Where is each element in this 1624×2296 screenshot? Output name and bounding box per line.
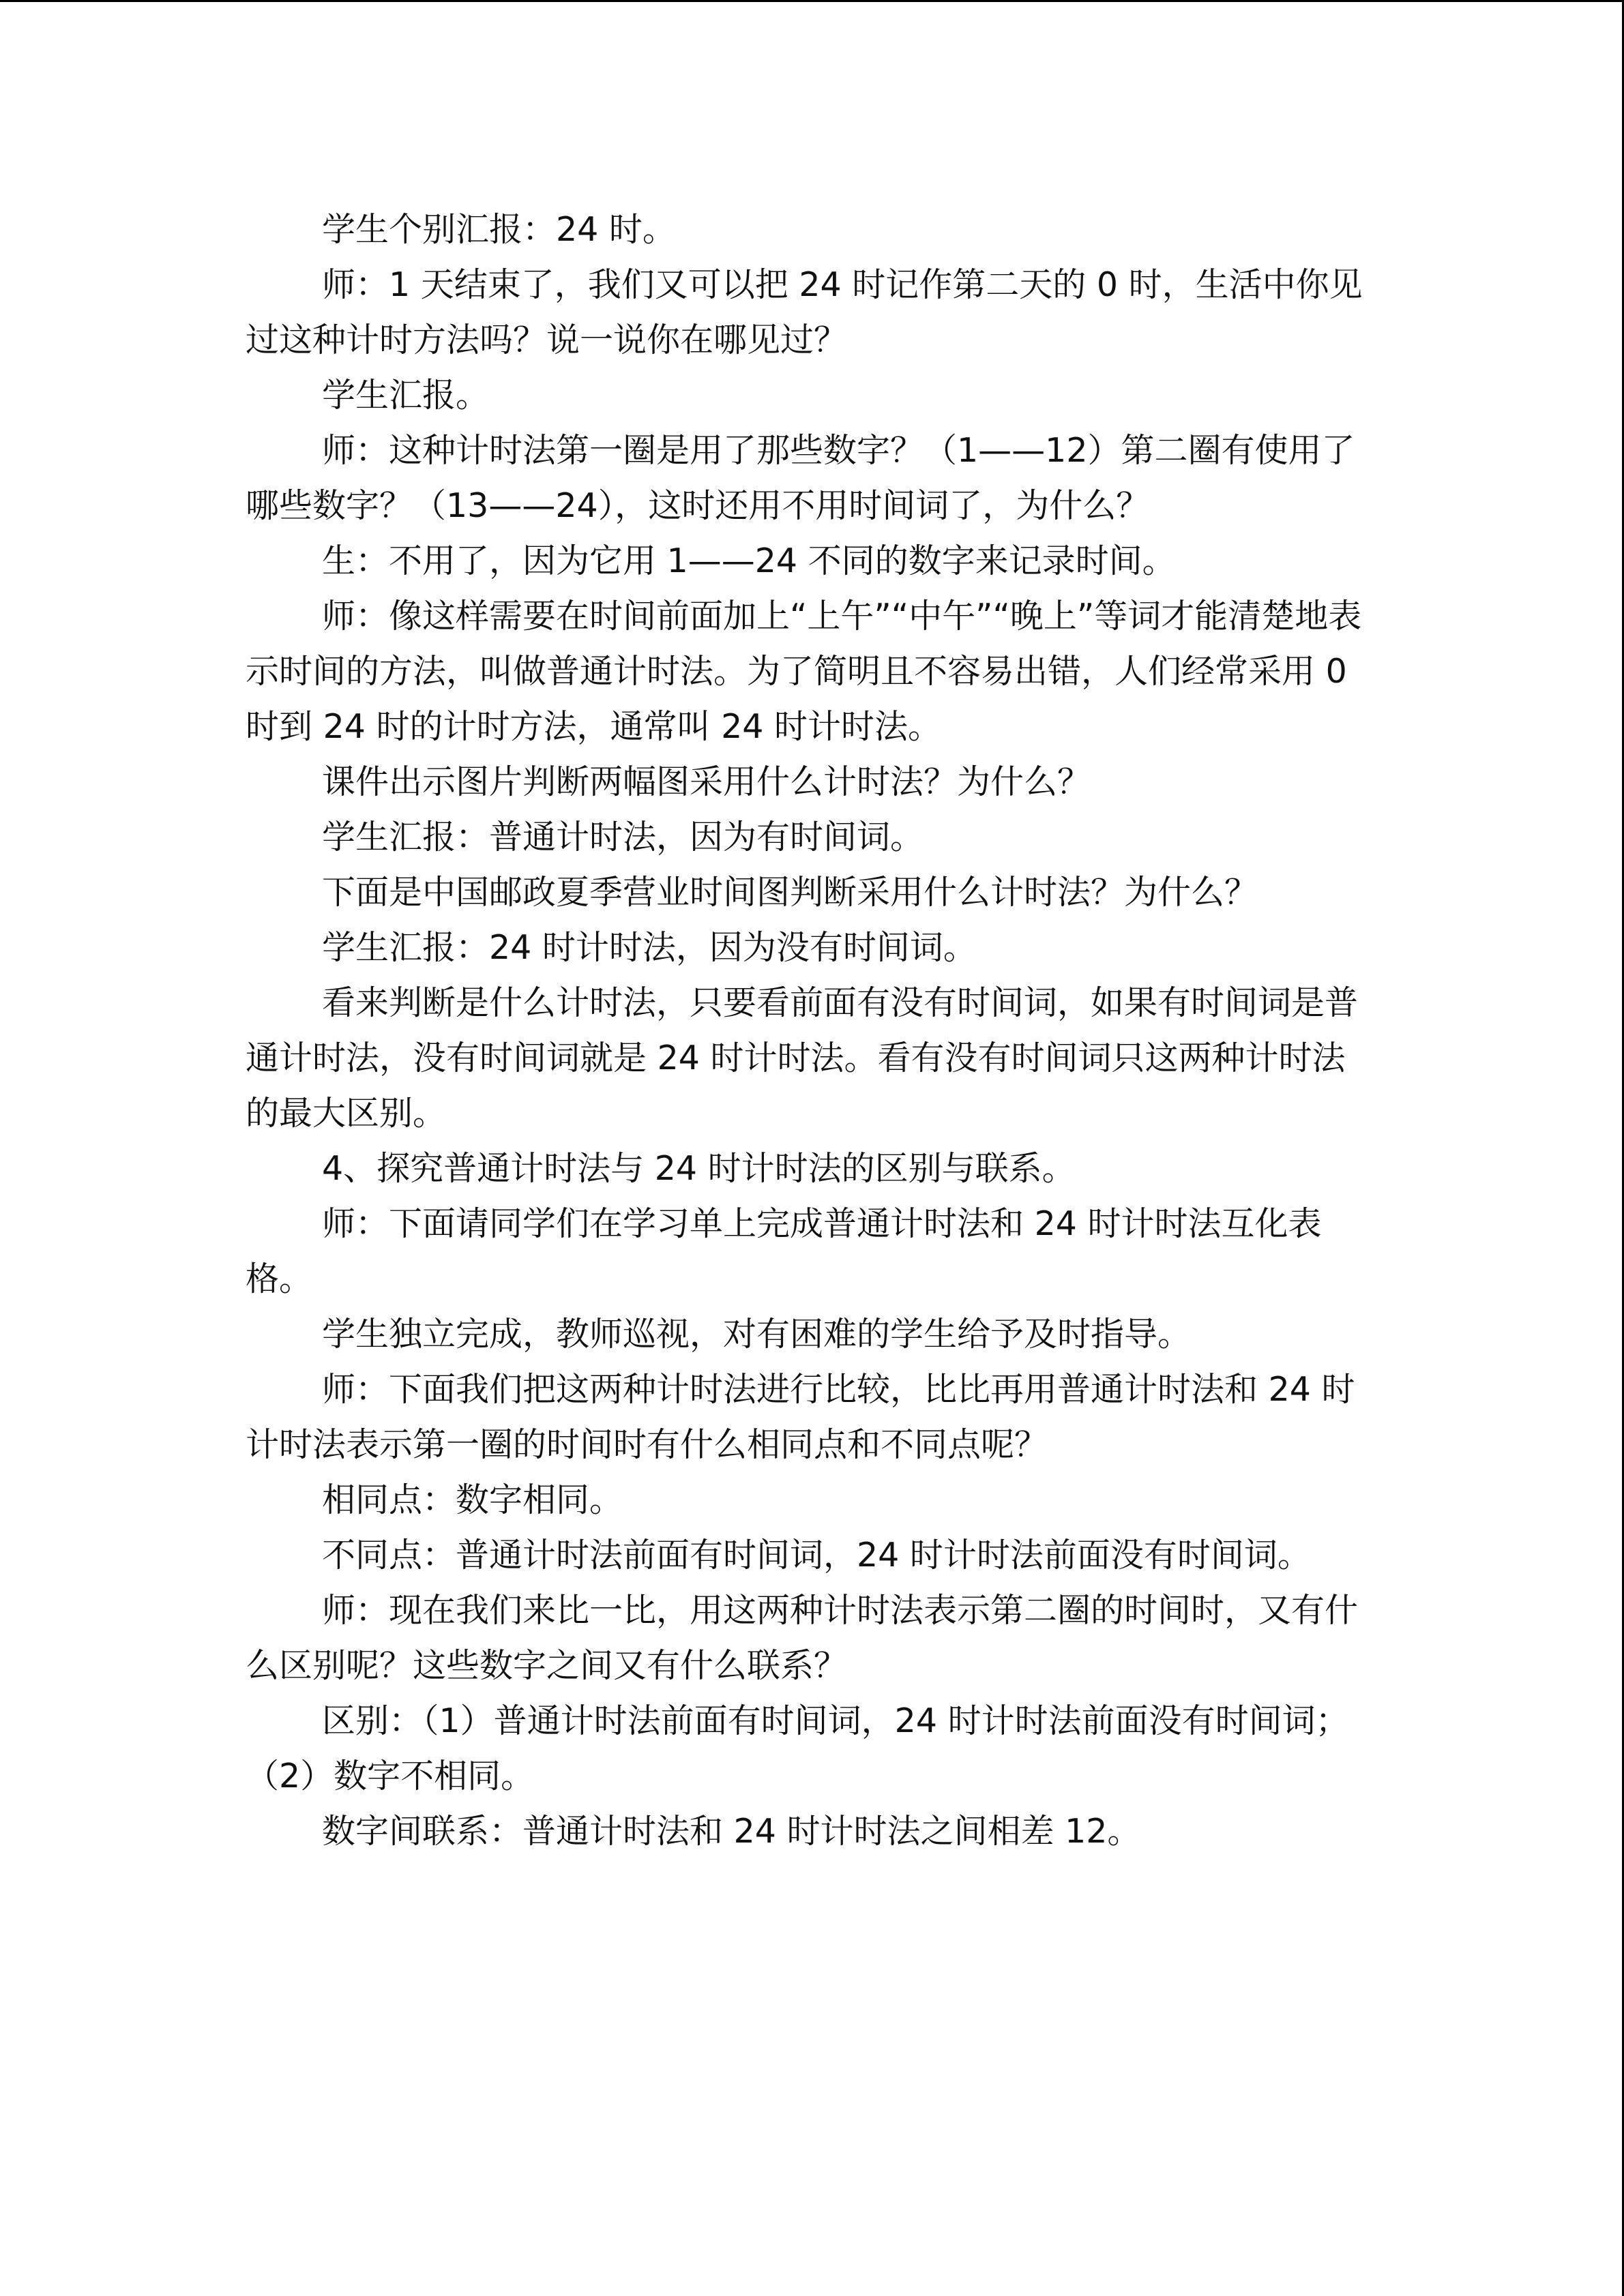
paragraph: 不同点：普通计时法前面有时间词，24 时计时法前面没有时间词。 — [322, 1536, 1311, 1575]
paragraph: 师：下面请同学们在学习单上完成普通计时法和 24 时计时法互化表格。 — [246, 1204, 1322, 1298]
paragraph: 师：像这样需要在时间前面加上“上午”“中午”“晚上”等词才能清楚地表示时间的方法，叫做普通计时法。为了简明且不容易出错，人们经常采用 0 时到 24 时的计时方法，通常叫 24 时计时法。 — [246, 597, 1362, 746]
paragraph: 学生汇报：普通计时法，因为有时间词。 — [322, 818, 924, 856]
paragraph: 师：现在我们来比一比，用这两种计时法表示第二圈的时间时，又有什么区别呢？这些数字之间又有什么联系？ — [246, 1591, 1359, 1685]
paragraph: 课件出示图片判断两幅图采用什么计时法？为什么？ — [322, 762, 1091, 801]
paragraph: 区别：（1）普通计时法前面有时间词，24 时计时法前面没有时间词；（2）数字不相同。 — [246, 1701, 1349, 1795]
paragraph: 学生个别汇报：24 时。 — [322, 210, 676, 249]
paragraph: 学生汇报。 — [322, 376, 490, 415]
paragraph: 学生独立完成，教师巡视，对有困难的学生给予及时指导。 — [322, 1315, 1192, 1354]
paragraph: 师：1 天结束了，我们又可以把 24 时记作第二天的 0 时，生活中你见过这种计时方法吗？说一说你在哪见过？ — [246, 265, 1363, 359]
paragraph: 数字间联系：普通计时法和 24 时计时法之间相差 12。 — [322, 1812, 1141, 1851]
paragraph: 生：不用了，因为它用 1——24 不同的数字来记录时间。 — [322, 541, 1176, 580]
document-body — [246, 202, 1378, 1859]
paragraph: 相同点：数字相同。 — [322, 1480, 623, 1519]
section-heading: 4、探究普通计时法与 24 时计时法的区别与联系。 — [322, 1149, 1076, 1188]
page-border-top — [0, 0, 1624, 2]
paragraph: 师：这种计时法第一圈是用了那些数字？（1——12）第二圈有使用了哪些数字？（13——24），这时还用不用时间词了，为什么？ — [246, 431, 1355, 525]
paragraph: 看来判断是什么计时法，只要看前面有没有时间词，如果有时间词是普通计时法，没有时间词就是 24 时计时法。看有没有时间词只这两种计时法的最大区别。 — [246, 983, 1359, 1133]
paragraph: 下面是中国邮政夏季营业时间图判断采用什么计时法？为什么？ — [322, 873, 1258, 912]
paragraph: 学生汇报：24 时计时法，因为没有时间词。 — [322, 928, 977, 967]
paragraph: 师：下面我们把这两种计时法进行比较，比比再用普通计时法和 24 时计时法表示第一圈的时间时有什么相同点和不同点呢？ — [246, 1370, 1355, 1464]
